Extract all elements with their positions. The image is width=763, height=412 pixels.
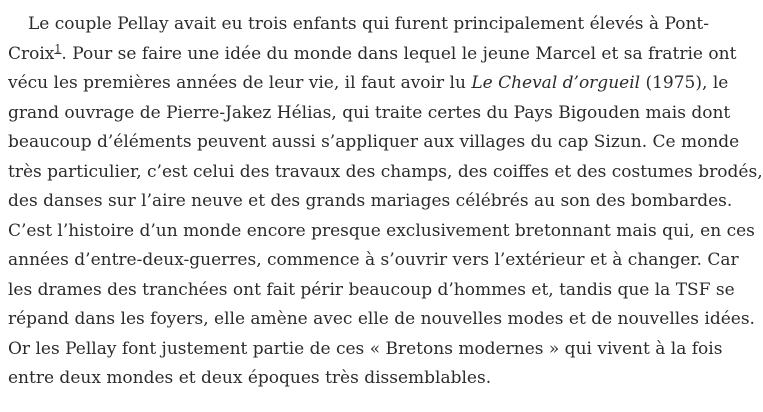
paragraph-line-2-end: . Pour se faire une idée du monde dans lequel le jeune Marcel et sa fratrie ont <box>61 43 737 64</box>
paragraph-line-3-start: vécu les premières années de leur vie, il faut avoir lu <box>8 73 472 93</box>
paragraph-line-4: grand ouvrage de Pierre-Jakez Hélias, qui traite certes du Pays Bigouden mais dont <box>8 102 731 123</box>
paragraph-line-8: C’est l’histoire d’un monde encore presque exclusivement bretonnant mais qui, en ces <box>8 220 755 241</box>
paragraph-line-13: entre deux mondes et deux époques très dissemblables. <box>8 368 492 388</box>
book-title: Le Cheval d’orgueil <box>471 73 641 93</box>
paragraph-line-5: beaucoup d’éléments peuvent aussi s’appliquer aux villages du cap Sizun. Ce monde <box>8 132 740 152</box>
paragraph-line-11: répand dans les foyers, elle amène avec elle de nouvelles modes et de nouvelles idées. <box>8 309 755 329</box>
paragraph-line-2 <box>8 40 737 70</box>
paragraph-line-6: très particulier, c’est celui des travaux des champs, des coiffes et des costumes brodés, <box>8 161 763 182</box>
paragraph-line-1: Le couple Pellay avait eu trois enfants qui furent principalement élevés à Pont- <box>28 14 709 34</box>
paragraph-line-3-end: (1975), le <box>640 73 729 93</box>
paragraph-line-9: années d’entre-deux-guerres, commence à s’ouvrir vers l’extérieur et à changer. Car <box>8 250 739 270</box>
body-paragraph <box>8 10 763 394</box>
paragraph-line-7: des danses sur l’aire neuve et des grands mariages célébrés au son des bombardes. <box>8 191 733 211</box>
paragraph-line-10: les drames des tranchées ont fait périr beaucoup d’hommes et, tandis que la TSF se <box>8 279 735 300</box>
footnote-link[interactable]: 1 <box>54 41 62 55</box>
paragraph-line-12: Or les Pellay font justement partie de ces « Bretons modernes » qui vivent à la fois <box>8 338 723 359</box>
paragraph-line-2-start: Croix <box>8 43 55 64</box>
paragraph-line-3 <box>8 69 729 99</box>
